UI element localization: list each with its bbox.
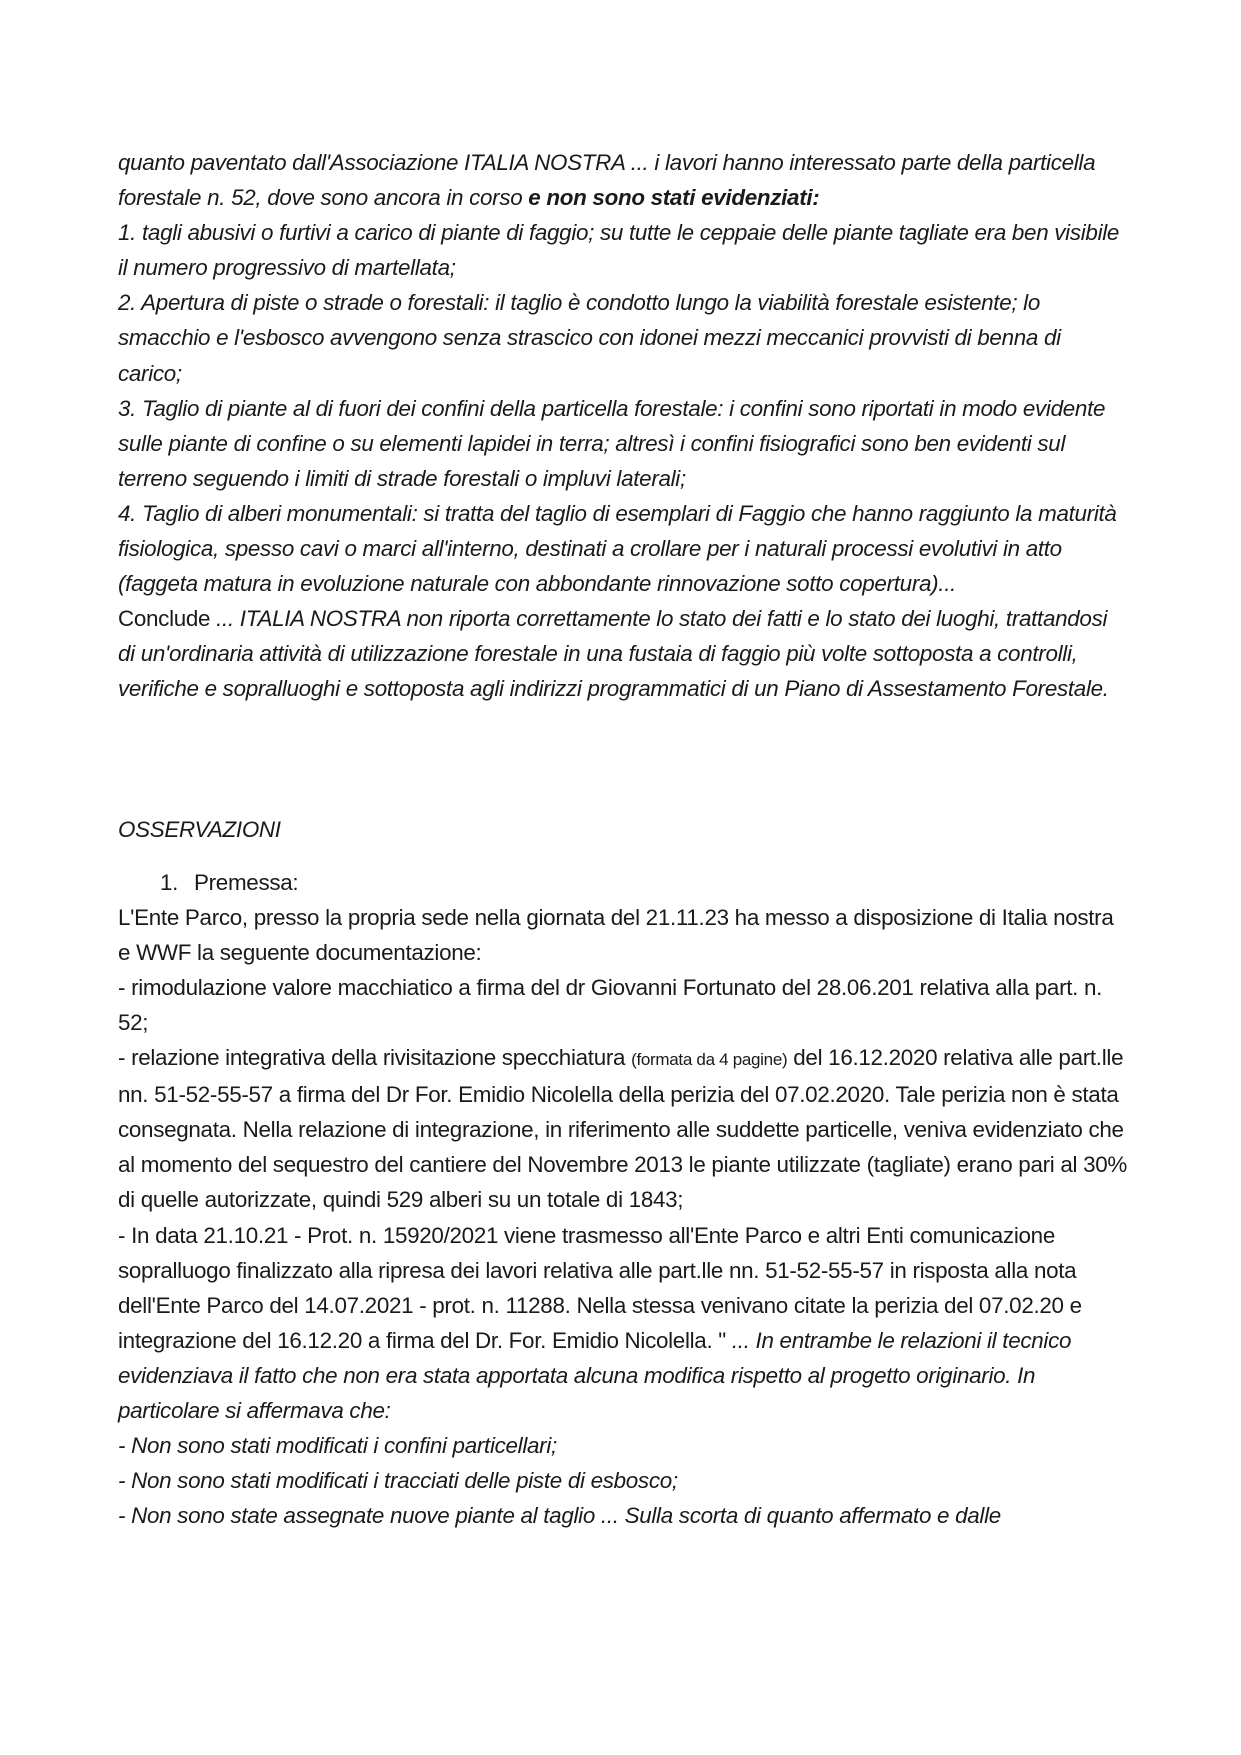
- intro-emphasis: e non sono stati evidenziati:: [528, 185, 820, 211]
- finding-3: 3. Taglio di piante al di fuori dei confini della particella forestale: i confini sono riportati in modo evidente sulle piante di confine o su elementi lapidei in terra; altresì i confini fisiografici sono ben evidenti sul terreno seguendo i limiti di strade forestali o impluvi laterali;: [118, 395, 1106, 491]
- list-label: Premessa:: [194, 869, 299, 895]
- intro-paragraph: [118, 145, 1128, 215]
- p3-note: (formata da 4 pagine): [631, 1050, 788, 1070]
- p4-start: - In data 21.10.21 - Prot. n. 15920/2021 viene trasmesso all'Ente Parco e altri Enti comunicazione sopralluogo finalizzato alla ripresa dei lavori relativa alle part.lle nn. 51-52-55-57 in risposta alla nota dell'Ente Parco del 14.07.2021 - prot. n. 11288. Nella stessa venivano citate la perizia del 07.02.20 e integrazione del 16.12.20 a firma del Dr. For. Emidio Nicolella. ": [118, 1222, 1082, 1353]
- finding-4: 4. Taglio di alberi monumentali: si tratta del taglio di esemplari di Faggio che hanno raggiunto la maturità fisiologica, spesso cavi o marci all'interno, destinati a crollare per i naturali processi evolutivi in atto (faggeta matura in evoluzione naturale con abbondante rinnovazione sotto copertura)...: [118, 500, 1117, 597]
- finding-1: 1. tagli abusivi o furtivi a carico di piante di faggio; su tutte le ceppaie delle piante tagliate era ben visibile il numero progressivo di martellata;: [118, 220, 1120, 281]
- bullet-2: - Non sono stati modificati i tracciati delle piste di esbosco;: [118, 1468, 678, 1494]
- document-body: [118, 145, 1128, 1533]
- conclusion-quote: ... ITALIA NOSTRA non riporta correttamente lo stato dei fatti e lo stato dei luoghi, trattandosi di un'ordinaria attività di utilizzazione forestale in una fustaia di faggio più volte sottoposta a controlli, verifiche e sopralluoghi e sottoposta agli indirizzi programmatici di un Piano di Assestamento Forestale.: [118, 606, 1109, 702]
- intro-text: quanto paventato dall'Associazione ITALIA NOSTRA ... i lavori hanno interessato parte della particella forestale n. 52, dove sono ancora in corso: [118, 150, 1096, 211]
- p3-start: - relazione integrativa della rivisitazione specchiatura: [118, 1045, 632, 1071]
- bullet-3: - Non sono state assegnate nuove piante al taglio ... Sulla scorta di quanto affermato e dalle: [118, 1503, 1001, 1529]
- section-heading: OSSERVAZIONI: [118, 816, 281, 842]
- list-number: 1.: [160, 869, 179, 895]
- conclusion-lead: Conclude: [118, 606, 217, 632]
- p3-rest: del 16.12.2020 relativa alle part.lle nn. 51-52-55-57 a firma del Dr For. Emidio Nicolella della perizia del 07.02.2020. Tale perizia non è stata consegnata. Nella relazione di integrazione, in riferimento alle suddette particelle, veniva evidenziato che al momento del sequestro del cantiere del Novembre 2013 le piante utilizzate (tagliate) erano pari al 30% di quelle autorizzate, quindi 529 alberi su un totale di 1843;: [118, 1045, 1128, 1213]
- p4-quote: ... In entrambe le relazioni il tecnico evidenziava il fatto che non era stata apportata alcuna modifica rispetto al progetto originario. In particolare si affermava che:: [118, 1327, 1072, 1423]
- finding-2: 2. Apertura di piste o strade o forestali: il taglio è condotto lungo la viabilità forestale esistente; lo smacchio e l'esbosco avvengono senza strascico con idonei mezzi meccanici provvisti di benna di carico;: [118, 290, 1061, 386]
- body-paragraph-2: - rimodulazione valore macchiatico a firma del dr Giovanni Fortunato del 28.06.201 relativa alla part. n. 52;: [118, 974, 1103, 1035]
- body-paragraph-3: [118, 1040, 1128, 1217]
- body-paragraph-1: L'Ente Parco, presso la propria sede nella giornata del 21.11.23 ha messo a disposizione di Italia nostra e WWF la seguente documentazione:: [118, 904, 1114, 965]
- list-item-premessa: [118, 865, 1128, 900]
- conclusion-paragraph: [118, 601, 1128, 706]
- body-paragraph-4: [118, 1218, 1128, 1429]
- bullet-1: - Non sono stati modificati i confini particellari;: [118, 1433, 557, 1459]
